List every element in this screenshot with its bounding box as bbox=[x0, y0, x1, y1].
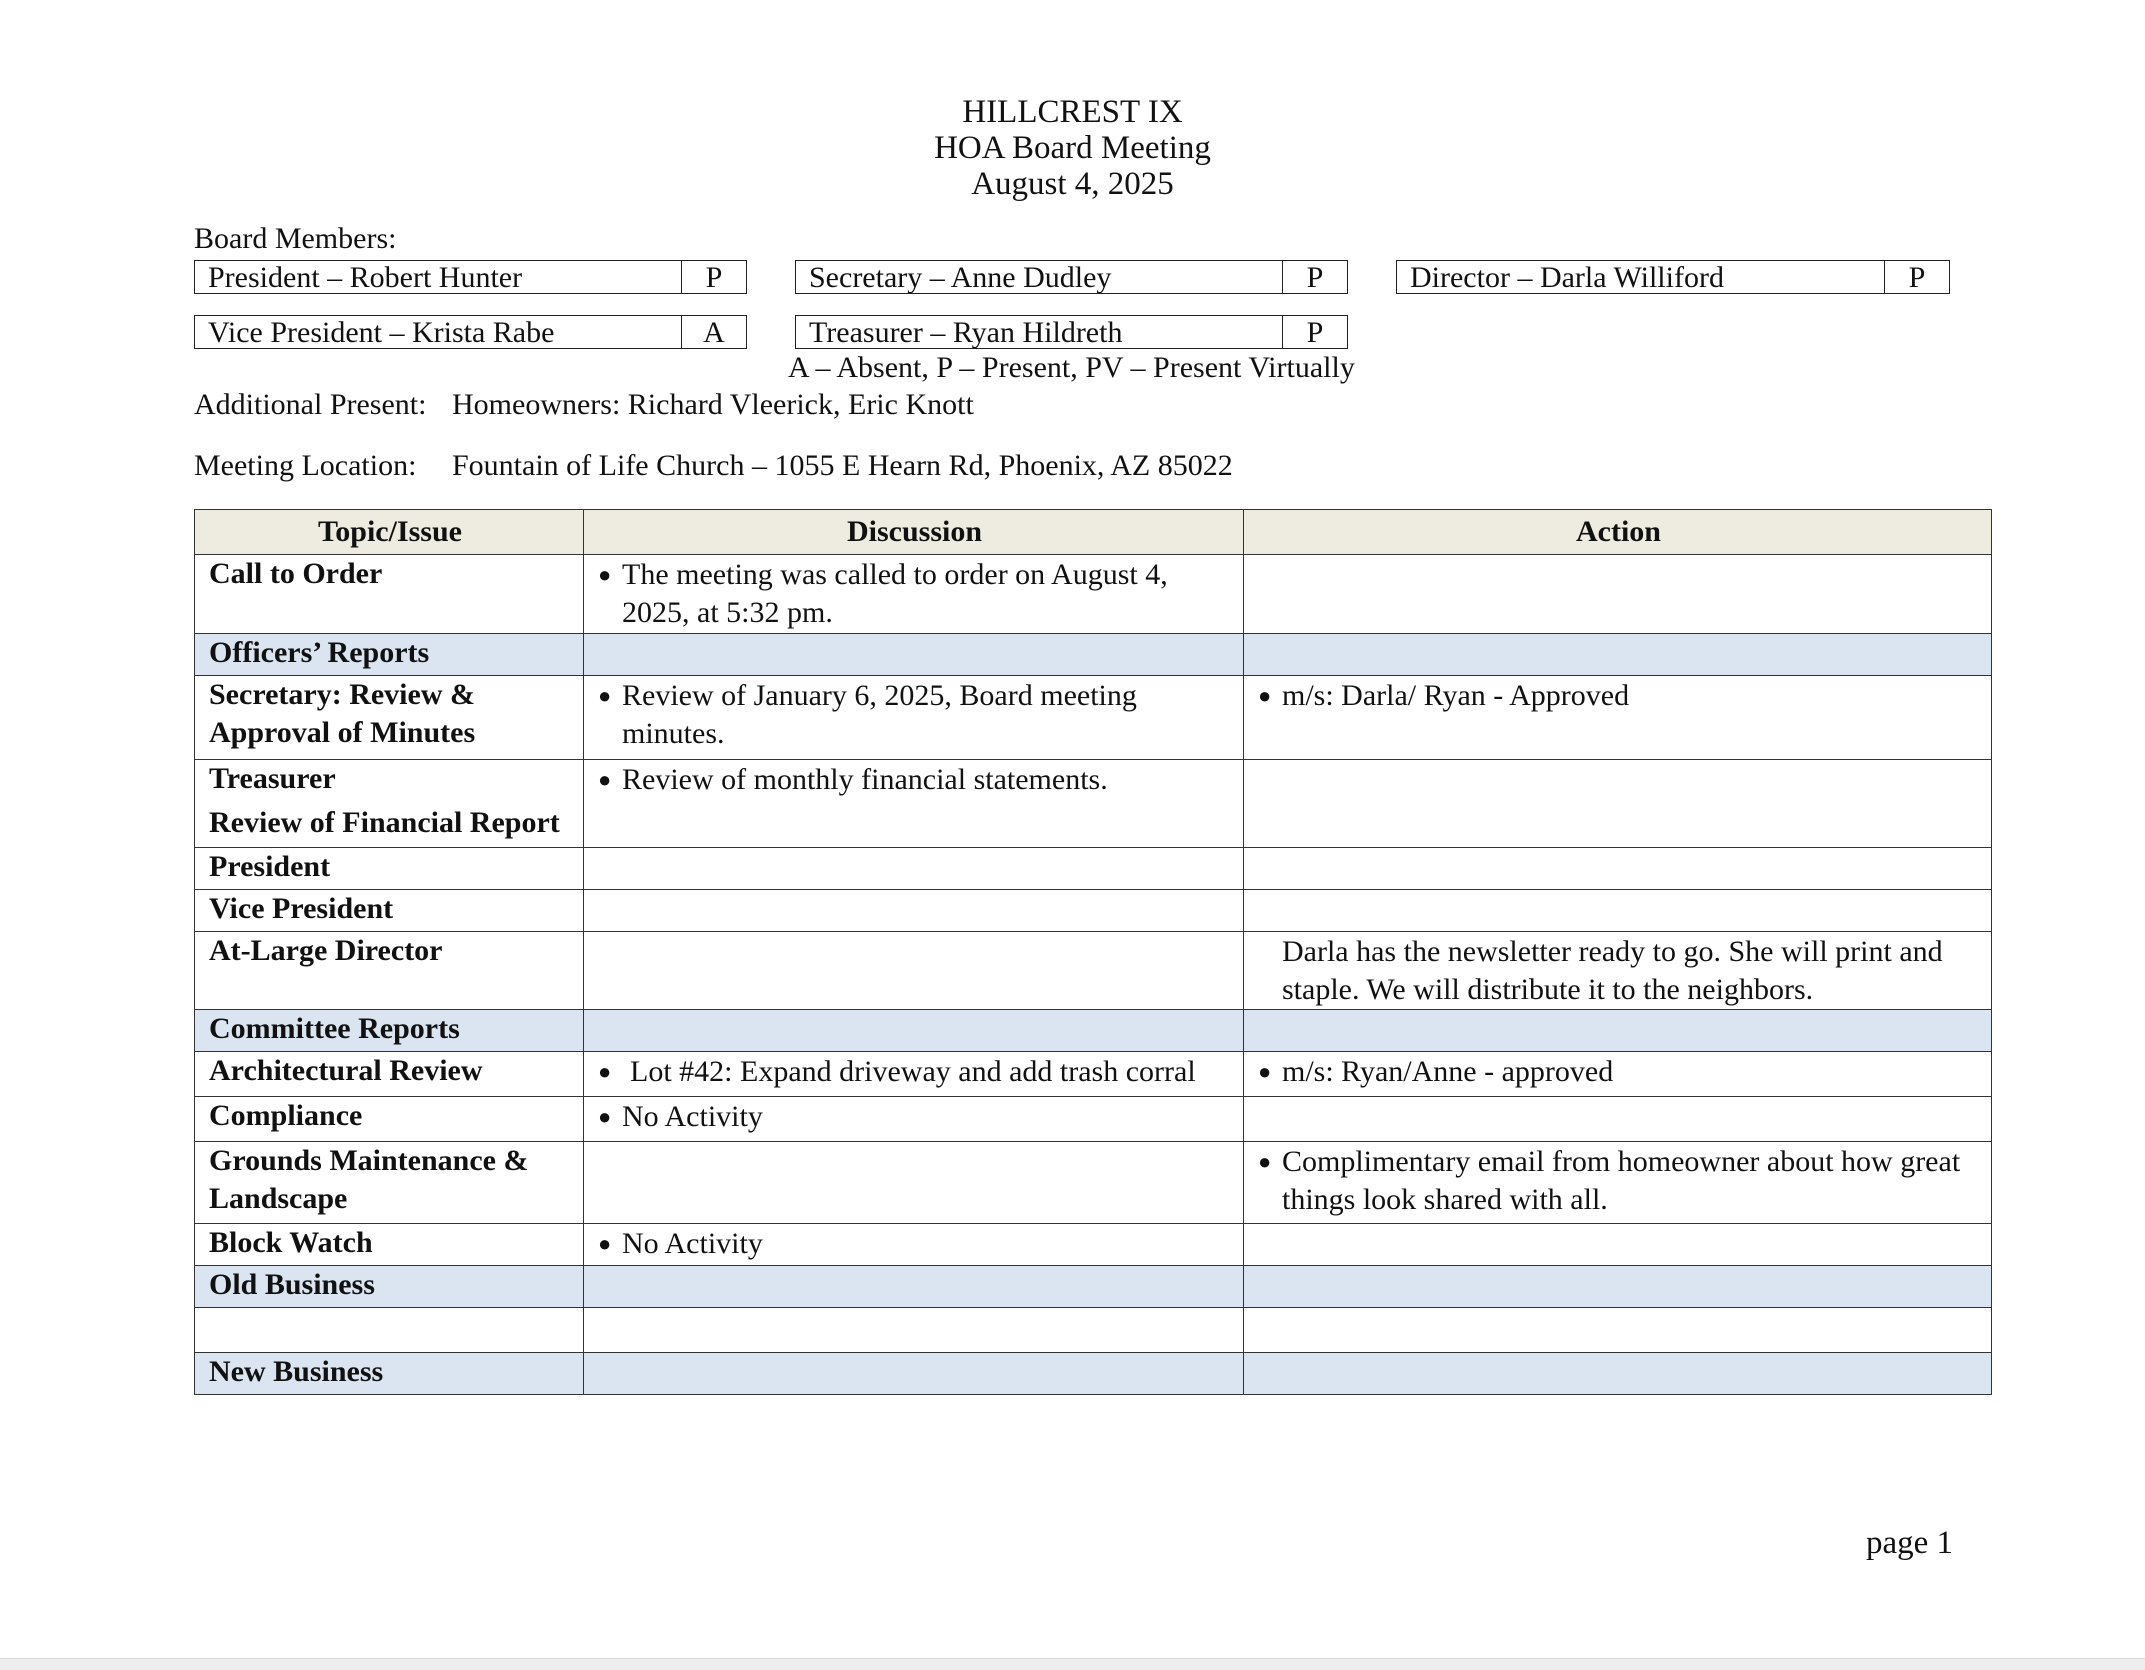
discussion-cell bbox=[584, 1010, 1244, 1052]
action-cell bbox=[1244, 1052, 1992, 1097]
member-name: Secretary – Anne Dudley bbox=[796, 261, 1283, 293]
discussion-cell bbox=[584, 760, 1244, 848]
action-cell bbox=[1244, 890, 1992, 932]
bullet-icon: ● bbox=[598, 683, 612, 708]
page-bottom-edge bbox=[0, 1658, 2145, 1670]
member-status: P bbox=[1908, 261, 1926, 294]
discussion-cell bbox=[584, 848, 1244, 890]
discussion-cell bbox=[584, 890, 1244, 932]
document-subtitle: HOA Board Meeting bbox=[934, 130, 1211, 166]
board-members-label: Board Members: bbox=[194, 222, 397, 255]
member-name: Vice President – Krista Rabe bbox=[195, 316, 682, 348]
bullet-item bbox=[1258, 677, 1979, 715]
table-header-row bbox=[195, 510, 1992, 555]
topic-cell bbox=[195, 676, 584, 760]
discussion-cell bbox=[584, 932, 1244, 1010]
member-box-director bbox=[1396, 260, 1950, 294]
topic-cell: Architectural Review bbox=[195, 1052, 584, 1097]
bullet-item bbox=[598, 1098, 1231, 1136]
row-compliance bbox=[195, 1097, 1992, 1142]
minutes-table bbox=[194, 509, 1992, 1395]
topic-text: Approval of Minutes bbox=[209, 716, 476, 749]
member-box-vice-president bbox=[194, 315, 747, 349]
topic-text: Secretary: Review & bbox=[209, 678, 475, 711]
section-heading: Committee Reports bbox=[195, 1010, 584, 1052]
bullet-icon: ● bbox=[598, 562, 612, 587]
discussion-cell bbox=[584, 1224, 1244, 1266]
member-name: Treasurer – Ryan Hildreth bbox=[796, 316, 1283, 348]
member-box-president bbox=[194, 260, 747, 294]
bullet-icon: ● bbox=[598, 1059, 612, 1084]
bullet-item bbox=[1258, 1143, 1979, 1219]
discussion-cell bbox=[584, 1353, 1244, 1395]
attendance-legend: A – Absent, P – Present, PV – Present Virtually bbox=[788, 351, 1355, 384]
member-status: A bbox=[703, 316, 725, 349]
action-cell bbox=[1244, 1266, 1992, 1308]
row-old-business bbox=[195, 1266, 1992, 1308]
topic-text: Treasurer bbox=[209, 762, 336, 795]
member-status: P bbox=[1306, 316, 1324, 349]
bullet-item bbox=[1258, 1053, 1979, 1091]
row-treasurer bbox=[195, 760, 1992, 848]
bullet-item bbox=[598, 1053, 1231, 1091]
action-text: m/s: Ryan/Anne - approved bbox=[1282, 1055, 1614, 1088]
bullet-icon: ● bbox=[1258, 683, 1272, 708]
member-name: President – Robert Hunter bbox=[195, 261, 682, 293]
bullet-item bbox=[598, 677, 1231, 753]
section-heading: New Business bbox=[195, 1353, 584, 1395]
discussion-cell bbox=[584, 1266, 1244, 1308]
meeting-date: August 4, 2025 bbox=[971, 166, 1174, 202]
action-text: Complimentary email from homeowner about how great bbox=[1282, 1145, 1961, 1178]
topic-cell: President bbox=[195, 848, 584, 890]
discussion-cell bbox=[584, 1308, 1244, 1353]
additional-present-label: Additional Present: bbox=[194, 388, 427, 421]
action-cell bbox=[1244, 848, 1992, 890]
action-cell bbox=[1244, 932, 1992, 1010]
discussion-text: Review of monthly financial statements. bbox=[622, 763, 1108, 796]
row-officers-reports bbox=[195, 634, 1992, 676]
page-number: page 1 bbox=[1866, 1525, 1954, 1561]
action-text: things look shared with all. bbox=[1282, 1183, 1608, 1216]
topic-cell: Compliance bbox=[195, 1097, 584, 1142]
member-box-secretary bbox=[795, 260, 1348, 294]
topic-text: Grounds Maintenance & bbox=[209, 1144, 529, 1177]
discussion-cell bbox=[584, 1097, 1244, 1142]
column-header-action: Action bbox=[1244, 510, 1992, 555]
discussion-cell bbox=[584, 634, 1244, 676]
bullet-icon: ● bbox=[598, 1104, 612, 1129]
discussion-text: No Activity bbox=[622, 1227, 763, 1260]
action-cell bbox=[1244, 1097, 1992, 1142]
row-president bbox=[195, 848, 1992, 890]
meeting-location-value: Fountain of Life Church – 1055 E Hearn Rd, Phoenix, AZ 85022 bbox=[452, 449, 1233, 482]
action-text-block bbox=[1258, 933, 1979, 1009]
action-cell bbox=[1244, 555, 1992, 634]
discussion-text: Lot #42: Expand driveway and add trash corral bbox=[630, 1055, 1196, 1088]
topic-cell: Vice President bbox=[195, 890, 584, 932]
topic-text: Landscape bbox=[209, 1182, 348, 1215]
meeting-location-label: Meeting Location: bbox=[194, 449, 417, 482]
action-text: staple. We will distribute it to the neighbors. bbox=[1282, 973, 1814, 1006]
row-architectural-review bbox=[195, 1052, 1992, 1097]
action-cell bbox=[1244, 760, 1992, 848]
row-call-to-order bbox=[195, 555, 1992, 634]
action-cell bbox=[1244, 1010, 1992, 1052]
column-header-discussion: Discussion bbox=[584, 510, 1244, 555]
discussion-cell bbox=[584, 1142, 1244, 1224]
discussion-text: 2025, at 5:32 pm. bbox=[622, 596, 833, 629]
action-cell bbox=[1244, 676, 1992, 760]
discussion-text: Review of January 6, 2025, Board meeting bbox=[622, 679, 1137, 712]
topic-text: Review of Financial Report bbox=[209, 806, 560, 839]
member-box-treasurer bbox=[795, 315, 1348, 349]
action-cell bbox=[1244, 634, 1992, 676]
row-empty bbox=[195, 1308, 1992, 1353]
bullet-item bbox=[598, 1225, 1231, 1263]
topic-cell bbox=[195, 760, 584, 848]
row-new-business bbox=[195, 1353, 1992, 1395]
discussion-cell bbox=[584, 555, 1244, 634]
discussion-cell bbox=[584, 676, 1244, 760]
column-header-topic: Topic/Issue bbox=[195, 510, 584, 555]
additional-present bbox=[194, 388, 974, 422]
row-committee-reports bbox=[195, 1010, 1992, 1052]
section-heading: Officers’ Reports bbox=[195, 634, 584, 676]
topic-cell: At-Large Director bbox=[195, 932, 584, 1010]
action-cell bbox=[1244, 1353, 1992, 1395]
action-text: Darla has the newsletter ready to go. She will print and bbox=[1282, 935, 1943, 968]
member-name: Director – Darla Williford bbox=[1397, 261, 1885, 293]
action-cell bbox=[1244, 1308, 1992, 1353]
topic-cell: Call to Order bbox=[195, 555, 584, 634]
row-secretary bbox=[195, 676, 1992, 760]
discussion-text: The meeting was called to order on August 4, bbox=[622, 558, 1168, 591]
document-header bbox=[0, 94, 2145, 202]
action-cell bbox=[1244, 1224, 1992, 1266]
row-block-watch bbox=[195, 1224, 1992, 1266]
member-status: P bbox=[1306, 261, 1324, 294]
bullet-icon: ● bbox=[1258, 1149, 1272, 1174]
row-at-large-director bbox=[195, 932, 1992, 1010]
bullet-item bbox=[598, 761, 1231, 799]
topic-cell bbox=[195, 1308, 584, 1353]
topic-cell bbox=[195, 1142, 584, 1224]
topic-cell: Block Watch bbox=[195, 1224, 584, 1266]
section-heading: Old Business bbox=[195, 1266, 584, 1308]
discussion-text: No Activity bbox=[622, 1100, 763, 1133]
discussion-text: minutes. bbox=[622, 717, 725, 750]
row-grounds-maintenance bbox=[195, 1142, 1992, 1224]
document-title: HILLCREST IX bbox=[962, 94, 1183, 130]
meeting-location bbox=[194, 449, 1233, 483]
action-text: m/s: Darla/ Ryan - Approved bbox=[1282, 679, 1630, 712]
discussion-cell bbox=[584, 1052, 1244, 1097]
additional-present-value: Homeowners: Richard Vleerick, Eric Knott bbox=[452, 388, 974, 421]
bullet-icon: ● bbox=[598, 767, 612, 792]
bullet-icon: ● bbox=[598, 1231, 612, 1256]
action-cell bbox=[1244, 1142, 1992, 1224]
bullet-item bbox=[598, 556, 1231, 632]
row-vice-president bbox=[195, 890, 1992, 932]
member-status: P bbox=[705, 261, 723, 294]
bullet-icon: ● bbox=[1258, 1059, 1272, 1084]
